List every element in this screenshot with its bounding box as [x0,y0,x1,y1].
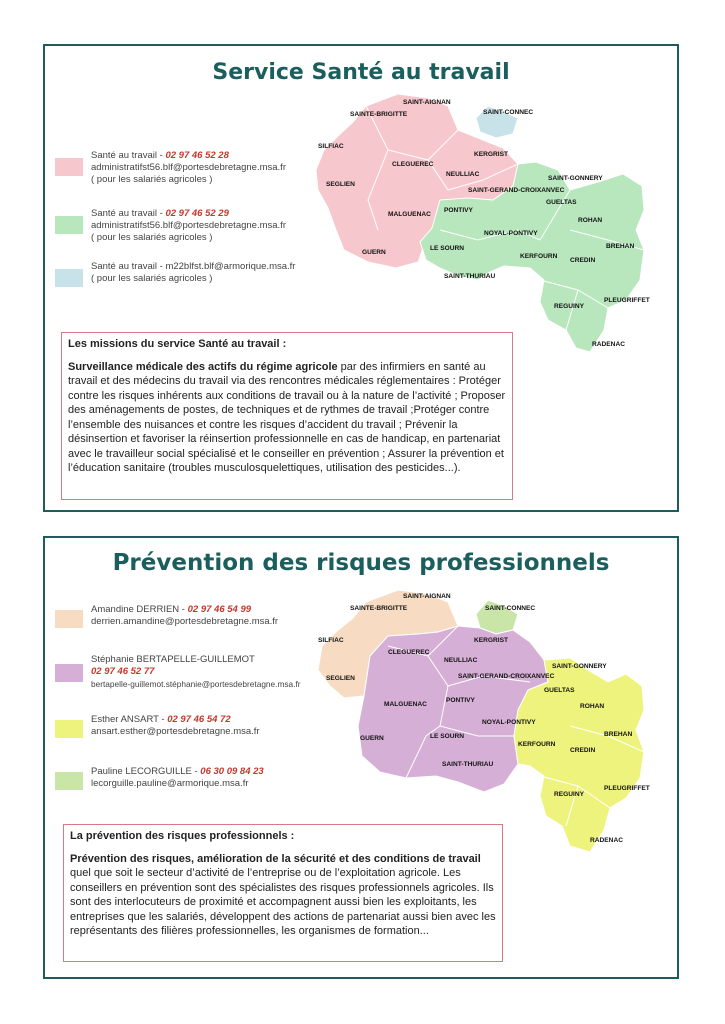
map-label: ROHAN [578,217,603,224]
prevention-title: Prévention des risques professionnels [112,550,610,576]
map-label: NEULLIAC [444,657,478,664]
map-label: KERFOURN [518,741,556,748]
sante-panel [43,44,679,512]
blue-swatch [55,269,83,287]
legend-item-purple: Stéphanie BERTAPELLE-GUILLEMOT 02 97 46 52 77 bertapelle-guillemot.stéphanie@portesdebretagne.msa.fr [55,654,310,702]
map-label: SAINT-CONNEC [483,109,534,116]
map-label: CREDIN [570,257,596,264]
map-label: RADENAC [592,341,625,348]
map-label: REGUINY [554,791,585,798]
purple-swatch [55,664,83,682]
map-label: SAINT-GERAND-CROIXANVEC [458,673,555,680]
map-label: SAINT-AIGNAN [403,593,451,600]
map-label: KERFOURN [520,253,558,260]
email-link[interactable]: derrien.amandine@portesdebretagne.msa.fr [91,616,279,627]
missions-heading: La prévention des risques professionnels : [70,830,295,842]
email-link[interactable]: bertapelle-guillemot.stéphanie@portesdebretagne.msa.fr [91,679,301,689]
legend-item-blue: Santé au travail - m22blfst.blf@armorique.msa.fr ( pour les salariés agricoles ) [55,261,310,299]
map-label: CLEGUEREC [392,161,434,168]
map-label: ROHAN [580,703,605,710]
commune-map [308,586,652,856]
map-label: GUELTAS [546,199,577,206]
phone-number[interactable]: 02 97 46 52 29 [165,208,229,219]
map-label: KERGRIST [474,637,509,644]
sante-map [308,90,652,360]
map-label: SAINTE-BRIGITTE [350,605,408,612]
map-label: SAINT-THURIAU [444,273,496,280]
email-link[interactable]: administratifst56.blf@portesdebretagne.msa.fr [91,220,286,231]
map-label: SAINT-AIGNAN [403,99,451,106]
sante-missions-box [61,332,513,500]
missions-heading: Les missions du service Santé au travail : [68,338,287,350]
peach-swatch [55,610,83,628]
map-label: PONTIVY [444,207,473,214]
email-link[interactable]: Santé au travail - m22blfst.blf@armorique.msa.fr [91,261,296,272]
map-label: GUERN [360,735,384,742]
map-label: BREHAN [604,731,633,738]
legend-item-green: Santé au travail - 02 97 46 52 29 administratifst56.blf@portesdebretagne.msa.fr ( pour les salariés agricoles ) [55,208,310,246]
map-label: LE SOURN [430,733,465,740]
map-label: MALGUENAC [384,701,427,708]
map-label: CLEGUEREC [388,649,430,656]
legend-item-lime: Pauline LECORGUILLE - 06 30 09 84 23 lecorguille.pauline@armorique.msa.fr [55,766,310,804]
map-label: LE SOURN [430,245,465,252]
map-label: SEGLIEN [326,181,355,188]
phone-number[interactable]: 02 97 46 54 72 [167,714,231,725]
map-label: SAINT-GERAND-CROIXANVEC [468,187,565,194]
map-label: PLEUGRIFFET [604,785,650,792]
phone-number[interactable]: 02 97 46 54 99 [187,604,252,615]
email-link[interactable]: administratifst56.blf@portesdebretagne.msa.fr [91,162,286,173]
map-label: GUELTAS [544,687,575,694]
prevention-map [308,586,652,856]
pink-swatch [55,158,83,176]
map-label: SILFIAC [318,637,344,644]
map-label: PONTIVY [446,697,475,704]
missions-text: Surveillance médicale des actifs du régime agricole par des infirmiers en santé au travail et des médecins du travail via des rencontres médicales réglementaires : Protéger contre les risques inhérents aux conditions de travail ou à la nature de l’activité ; Proposer des aménagements de postes, de techniques et de rythmes de travail ;Protéger contre l’ensemble des nuisances et contre les risques d’accident du travail ; Prévenir la désinsertion et favoriser la réinsertion professionnelle en cas de handicap, en partenariat avec le travailleur social spécialisé et le conseiller en prévention ; Assurer la prévention et l’éducation sanitaire (troubles musculosquelettiques, utilisation des pesticides...). [68,360,506,474]
map-label: PLEUGRIFFET [604,297,650,304]
lime-swatch [55,772,83,790]
map-label: SEGLIEN [326,675,355,682]
prevention-missions-box [63,824,503,962]
map-label: BREHAN [606,243,635,250]
missions-text: Prévention des risques, amélioration de la sécurité et des conditions de travail quel que soit le secteur d’activité de l’entreprise ou de l’exploitation agricole. Les conseillers en prévention sont des spécialistes des risques professionnels agricoles. Ils sont des interlocuteurs de proximité et accompagnent aussi bien les exploitants, les entreprises que les salariés, développent des actions de partenariat aussi bien avec les représentants des filières professionnelles, les organismes de formation... [70,852,496,937]
sante-title: Service Santé au travail [212,60,510,85]
legend-item-pink: Santé au travail - 02 97 46 52 28 administratifst56.blf@portesdebretagne.msa.fr ( pour les salariés agricoles ) [55,150,310,188]
map-label: NEULLIAC [446,171,480,178]
map-label: SAINT-GONNERY [552,663,607,670]
phone-number[interactable]: 02 97 46 52 28 [165,150,229,161]
map-label: SILFIAC [318,143,344,150]
prevention-panel [43,536,679,979]
map-label: KERGRIST [474,151,509,158]
map-label: REGUINY [554,303,585,310]
map-label: CREDIN [570,747,596,754]
legend-item-peach: Amandine DERRIEN - 02 97 46 54 99 derrien.amandine@portesdebretagne.msa.fr [55,604,310,642]
map-label: SAINT-GONNERY [548,175,603,182]
map-label: NOYAL-PONTIVY [482,719,536,726]
commune-map [308,90,652,360]
map-label: RADENAC [590,837,623,844]
map-label: MALGUENAC [388,211,431,218]
map-label: SAINT-CONNEC [485,605,536,612]
phone-number[interactable]: 02 97 46 52 77 [91,666,155,677]
legend-item-yellow: Esther ANSART - 02 97 46 54 72 ansart.esther@portesdebretagne.msa.fr [55,714,310,752]
green-swatch [55,216,83,234]
email-link[interactable]: ansart.esther@portesdebretagne.msa.fr [91,726,260,737]
email-link[interactable]: lecorguille.pauline@armorique.msa.fr [91,778,249,789]
map-label: NOYAL-PONTIVY [484,230,538,237]
phone-number[interactable]: 06 30 09 84 23 [200,766,264,777]
yellow-swatch [55,720,83,738]
map-label: SAINTE-BRIGITTE [350,111,408,118]
map-label: GUERN [362,249,386,256]
map-label: SAINT-THURIAU [442,761,494,768]
